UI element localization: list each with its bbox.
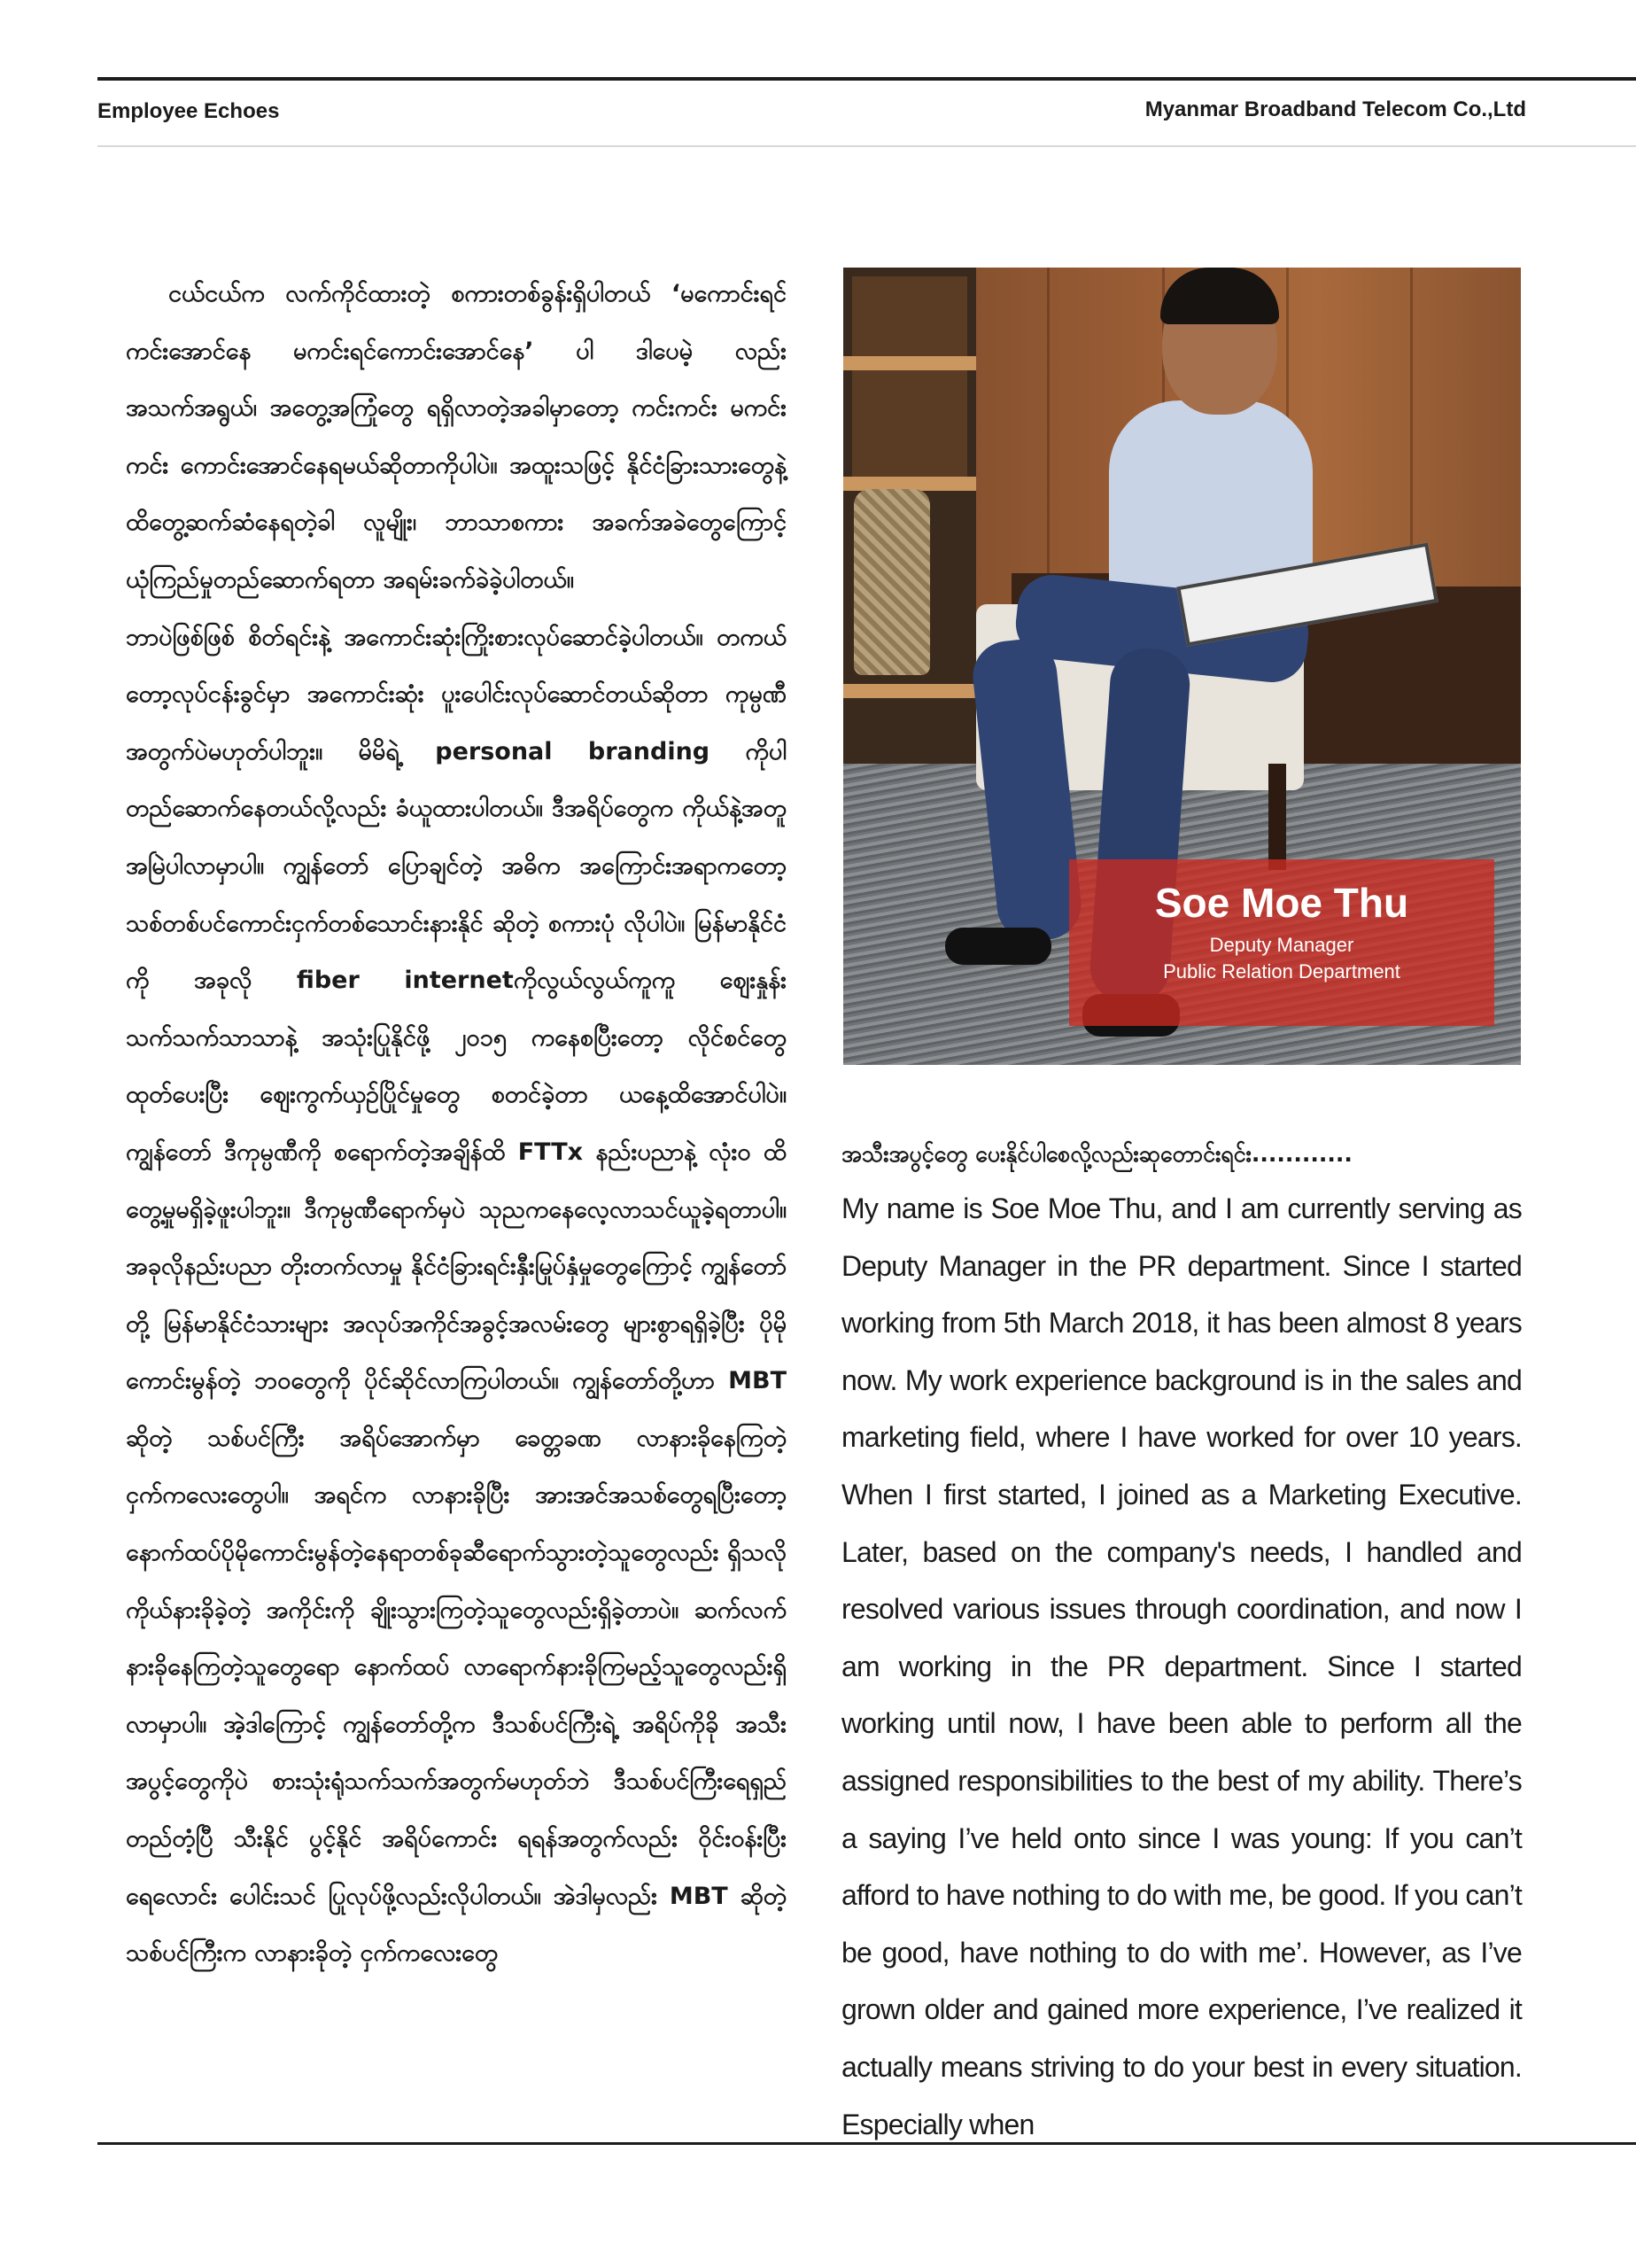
english-paragraph: My name is Soe Moe Thu, and I am currently serving as Deputy Manager in the PR department. Since I started working from 5th March 2018, it has been almost 8 years now. My work experience background is in the sales and marketing field, where I have worked for over 10 years. When I first started, I joined as a Marketing Executive. Later, based on the company's needs, I handled and resolved various issues through coordination, and now I am working in the PR department. Since I started working until now, I have been able to perform all the assigned responsibilities to the best of my ability. There’s a saying I’ve held onto since I was young: If you can’t afford to have nothing to do with me, be good. If you can’t be good, have nothing to do with me’. However, as I’ve grown older and gained more experience, I’ve realized it actually means striving to do your best in every situation. Especially when	[841, 1192, 1522, 2140]
employee-name: Soe Moe Thu	[1154, 880, 1409, 926]
myanmar-closing-line: အသီးအပွင့်တွေ ပေးနိုင်ပါစေလို့လည်းဆုတောင်းရင်း............	[841, 1141, 1353, 1167]
myanmar-paragraph-1: ငယ်ငယ်က လက်ကိုင်ထားတဲ့ စကားတစ်ခွန်းရှိပါတယ် ‘မကောင်းရင်ကင်းအောင်နေ မကင်းရင်ကောင်းအောင်နေ’ ပါ ဒါပေမဲ့ လည်း အသက်အရွယ်၊ အတွေ့အကြုံတွေ ရရှိလာတဲ့အခါမှာတော့ ကင်းကင်း မကင်းကင်း ကောင်းအောင်နေရမယ်ဆိုတာကိုပါပဲ။ အထူးသဖြင့် နိုင်ငံခြားသားတွေနဲ့ ထိတွေ့ဆက်ဆံနေရတဲ့ခါ လူမျိုး၊ ဘာသာစကား အခက်အခဲတွေကြောင့် ယုံကြည်မှုတည်ဆောက်ရတာ အရမ်းခက်ခဲခဲ့ပါတယ်။	[126, 280, 787, 594]
photo-caption-box	[1069, 859, 1494, 1026]
employee-title: Deputy Manager	[1209, 934, 1354, 956]
left-column	[126, 266, 787, 1983]
right-column	[841, 1132, 1522, 2153]
myanmar-paragraph-2: ဘာပဲဖြစ်ဖြစ် စိတ်ရင်းနဲ့ အကောင်းဆုံးကြိုးစားလုပ်ဆောင်ခဲ့ပါတယ်။ တကယ်တော့လုပ်ငန်းခွင်မှာ အကောင်းဆုံး ပူးပေါင်းလုပ်ဆောင်တယ်ဆိုတာ ကုမ္ပဏီ အတွက်ပဲမဟုတ်ပါဘူး။ မိမိရဲ့ personal branding ကိုပါ တည်ဆောက်နေတယ်လို့လည်း ခံယူထားပါတယ်။ ဒီအရိပ်တွေက ကိုယ်နဲ့အတူအမြဲပါလာမှာပါ။ ကျွန်တော် ပြောချင်တဲ့ အဓိက အကြောင်းအရာကတော့ သစ်တစ်ပင်ကောင်းငှက်တစ်သောင်းနားနိုင် ဆိုတဲ့ စကားပုံ လိုပါပဲ။ မြန်မာနိုင်ငံကို အခုလို fiber internetကိုလွယ်လွယ်ကူကူ ဈေးနှုန်းသက်သက်သာသာနဲ့ အသုံးပြုနိုင်ဖို့ ၂၀၁၅ ကနေစပြီးတော့ လိုင်စင်တွေထုတ်ပေးပြီး ဈေးကွက်ယှဉ်ပြိုင်မှုတွေ စတင်ခဲ့တာ ယနေ့ထိအောင်ပါပဲ။ ကျွန်တော် ဒီကုမ္ပဏီကို စရောက်တဲ့အချိန်ထိ FTTx နည်းပညာနဲ့ လုံးဝ ထိတွေ့မှုမရှိခဲ့ဖူးပါဘူး။ ဒီကုမ္ပဏီရောက်မှပဲ သုညကနေလေ့လာသင်ယူခဲ့ရတာပါ။ အခုလိုနည်းပညာ တိုးတက်လာမှု နိုင်ငံခြားရင်းနှီးမြုပ်နှံမှုတွေကြောင့် ကျွန်တော်တို့ မြန်မာနိုင်ငံသားများ အလုပ်အကိုင်အခွင့်အလမ်းတွေ များစွာရရှိခဲ့ပြီး ပိုမိုကောင်းမွန်တဲ့ ဘဝတွေကို ပိုင်ဆိုင်လာကြပါတယ်။ ကျွန်တော်တို့ဟာ MBT ဆိုတဲ့ သစ်ပင်ကြီး အရိပ်အောက်မှာ ခေတ္တခဏ လာနားခိုနေကြတဲ့ ငှက်ကလေးတွေပါ။ အရင်က လာနားခိုပြီး အားအင်အသစ်တွေရပြီးတော့ နောက်ထပ်ပိုမိုကောင်းမွန်တဲ့နေရာတစ်ခုဆီရောက်သွားတဲ့သူတွေလည်း ရှိသလို ကိုယ်နားခိုခဲ့တဲ့ အကိုင်းကို ချိုးသွားကြတဲ့သူတွေလည်းရှိခဲ့တာပဲ။ ဆက်လက်နားခိုနေကြတဲ့သူတွေရော နောက်ထပ် လာရောက်နားခိုကြမည့်သူတွေလည်းရှိလာမှာပါ။ အဲ့ဒါကြောင့် ကျွန်တော်တို့က ဒီသစ်ပင်ကြီးရဲ့ အရိပ်ကိုခို အသီးအပွင့်တွေကိုပဲ စားသုံးရုံသက်သက်အတွက်မဟုတ်ဘဲ ဒီသစ်ပင်ကြီးရေရှည် တည်တံ့ပြီ သီးနိုင် ပွင့်နိုင် အရိပ်ကောင်း ရရန်အတွက်လည်း ဝိုင်းဝန်းပြီး ရေလောင်း ပေါင်းသင် ပြုလုပ်ဖို့လည်းလိုပါတယ်။ အဲဒါမှလည်း MBT ဆိုတဲ့ သစ်ပင်ကြီးက လာနားခိုတဲ့ ငှက်ကလေးတွေ	[126, 623, 787, 1968]
photo-bookshelf	[843, 268, 976, 764]
photo-basket	[854, 489, 930, 675]
publication-title: Employee Echoes	[97, 99, 280, 123]
photo-person-shoe	[945, 928, 1051, 965]
header-top-rule	[97, 77, 1636, 81]
footer-rule	[97, 2142, 1636, 2145]
header-bottom-rule	[97, 145, 1636, 147]
employee-department: Public Relation Department	[1163, 960, 1400, 983]
company-name: Myanmar Broadband Telecom Co.,Ltd	[1144, 97, 1526, 121]
employee-photo	[843, 268, 1521, 1065]
